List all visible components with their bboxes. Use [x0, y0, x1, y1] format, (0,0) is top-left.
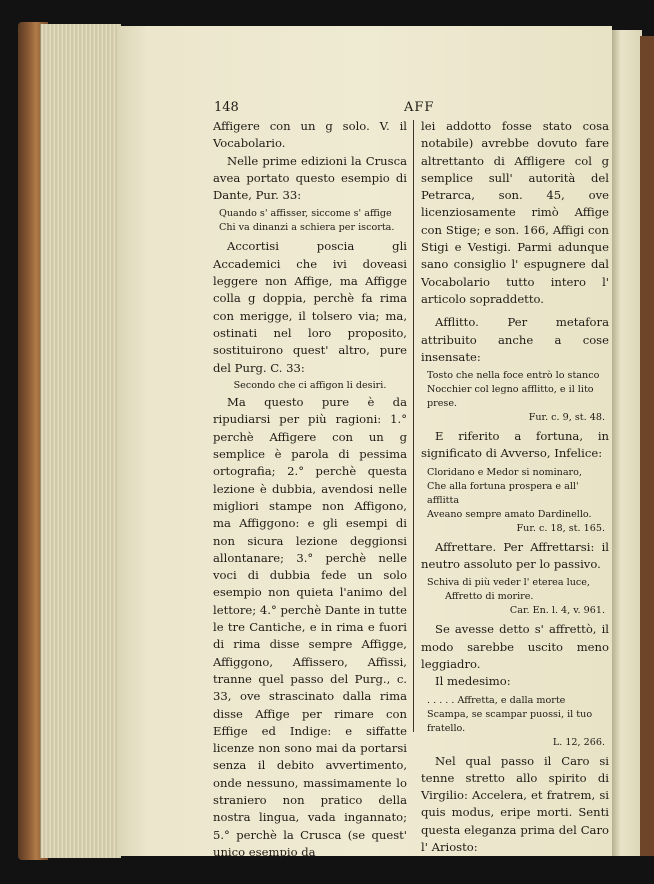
entry-afflitto: Afflitto. Per metafora attribuito anche a cose insensate: [421, 315, 609, 364]
citation: Car. En. l. 4, v. 961. [509, 605, 605, 617]
verse-quote [427, 576, 609, 618]
paragraph: Il medesimo: [435, 674, 511, 689]
page-edges [40, 24, 121, 858]
verse-line: Tosto che nella foce entrò lo stanco [427, 370, 600, 382]
paragraph: E riferito a fortuna, in significato di Avverso, Infelice: [421, 429, 609, 461]
facing-page-edge [612, 30, 642, 856]
page-header [212, 100, 612, 120]
verse-quote [219, 207, 407, 235]
verse-line: Affretto di morire. [445, 591, 534, 603]
citation: L. 12, 266. [552, 736, 605, 748]
verse-quote [427, 369, 609, 425]
book-cover-right [640, 36, 654, 856]
verse-quote [427, 694, 609, 750]
paragraph: Accortisi poscia gli Accademici che ivi doveasi leggere non Affige, ma Affigge colla g doppia, perchè fa rima con merigge, il tolsero via; ma, ostinati nel loro proposito, sostituirono quest' altro, pure del Purg. C. 33: [213, 239, 407, 375]
verse-line: Cloridano e Medor si nominaro, [427, 466, 582, 478]
verse-line: . . . . . Affretta, e dalla morte [427, 694, 566, 706]
entry-affrettare: Affrettare. Per Affrettarsi: il neutro assoluto per lo passivo. [421, 539, 609, 572]
verse-quote [427, 466, 609, 536]
paragraph: Nelle prime edizioni la Crusca avea portato questo esempio di Dante, Pur. 33: [213, 153, 407, 203]
citation: Fur. c. 18, st. 165. [516, 522, 605, 534]
right-column [421, 118, 609, 856]
verse-line: Che alla fortuna prospera e all' afflitta [427, 480, 579, 506]
verse-line: Schiva di più veder l' eterea luce, [427, 577, 590, 589]
verse-line: Quando s' affisser, siccome s' affige [219, 208, 392, 220]
left-column [213, 118, 407, 861]
verse-line: Scampa, se scampar puossi, il tuo fratello. [427, 708, 593, 734]
citation: Fur. c. 9, st. 48. [528, 412, 605, 424]
column-divider [413, 120, 414, 732]
verse-line: Nocchier col legno afflitto, e il lito prese. [427, 384, 594, 410]
entry-affigere: Affigere con un g solo. V. il Vocabolario. [213, 119, 407, 151]
verse-line: Aveano sempre amato Dardinello. [427, 508, 592, 520]
paragraph: Ma questo pure è da ripudiarsi per più ragioni: 1.° perchè Affigere con un g semplice è parola di pessima ortografia; 2.° perchè questa lezione è dubbia, avendosi nelle migliori stampe non Affigono, ma Affiggono: e gli esempi di non sicura lezione deggionsi allontanare; 3.° perchè nelle voci di dubbia fede un solo esempio non quieta l'animo del lettore; 4.° perchè Dante in tutte le tre Cantiche, e in rima e fuori di rima disse sempre Affigge, Affiggono, Affissero, Affissi, tranne quel passo del Purg., c. 33, ove strascinato dalla rima disse Affige per rimare con Effige ed Indige: e siffatte licenze non sono mai da portarsi senza il debito avvertimento, onde nessuno, massimamente lo straniero non pratico della nostra lingua, vada ingannato; 5.° perchè la Crusca (se quest' unico esempio da [213, 395, 407, 859]
paragraph: Se avesse detto s' affrettò, il modo sarebbe uscito meno leggiadro. [421, 622, 609, 671]
paragraph: lei addotto fosse stato cosa notabile) avrebbe dovuto fare altrettanto di Affligere col g semplice sull' autorità del Petrarca, son. 45, ove licenziosamente rimò Affige con Stige; e son. 166, Affigi con Stigi e Vestigi. Parmi adunque sano consiglio l' espugnere dal Vocabolario tutto intero l' articolo sopraddetto. [421, 119, 609, 306]
verse-quote: Secondo che ci affigon li desiri. [233, 379, 387, 391]
page-number: 148 [214, 100, 239, 115]
verse-line: Chi va dinanzi a schiera per iscorta. [219, 222, 395, 234]
running-head: AFF [404, 100, 435, 115]
paragraph: Nel qual passo il Caro si tenne stretto allo spirito di Virgilio: Accelera, et fratrem, si quis modus, eripe morti. Senti questa eleganza prima del Caro l' Ariosto: [421, 753, 609, 855]
